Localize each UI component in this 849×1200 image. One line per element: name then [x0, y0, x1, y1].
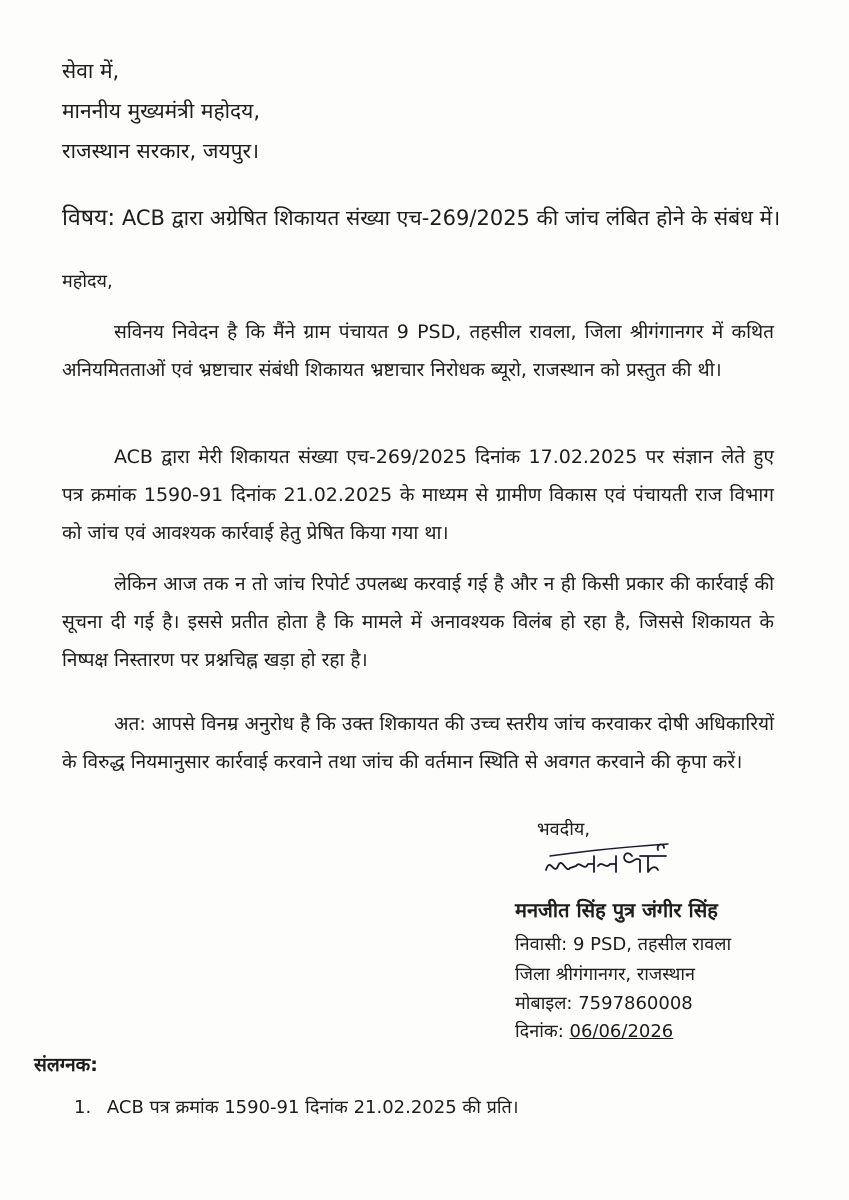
date-value: 06/06/2026 [569, 1021, 674, 1042]
enclosure-item [74, 1095, 519, 1119]
closing: भवदीय, [537, 819, 591, 840]
body-paragraph-4: अत: आपसे विनम्र अनुरोध है कि उक्त शिकायत की उच्च स्तरीय जांच करवाकर दोषी अधिकारियों के विरुद्ध नियमानुसार कार्रवाई करवाने तथा जांच की वर्तमान स्थिति से अवगत करवाने की कृपा करें। [62, 713, 774, 773]
subject-line [62, 200, 780, 232]
mobile-label: मोबाइल: [515, 993, 573, 1014]
enclosure-text: ACB पत्र क्रमांक 1590-91 दिनांक 21.02.2025 की प्रति। [106, 1097, 519, 1118]
handwritten-signature [540, 826, 690, 886]
enclosure-label: संलग्नक: [34, 1054, 98, 1076]
date-label: दिनांक: [515, 1021, 564, 1042]
letter-date [515, 1019, 673, 1043]
sender-address-line-1: निवासी: 9 PSD, तहसील रावला [515, 934, 732, 955]
subject-label: विषय: [62, 205, 116, 231]
sender-mobile [515, 991, 693, 1015]
recipient-line-1: सेवा में, [62, 59, 120, 83]
body-paragraph-1: सविनय निवेदन है कि मैंने ग्राम पंचायत 9 PSD, तहसील रावला, जिला श्रीगंगानगर में कथित अनियमितताओं एवं भ्रष्टाचार संबंधी शिकायत भ्रष्टाचार निरोधक ब्यूरो, राजस्थान को प्रस्तुत की थी। [62, 321, 774, 381]
enclosure-number: 1. [74, 1097, 92, 1118]
recipient-line-3: राजस्थान सरकार, जयपुर। [62, 139, 260, 163]
subject-text: ACB द्वारा अग्रेषित शिकायत संख्या एच-269/2025 की जांच लंबित होने के संबंध में। [121, 206, 781, 230]
recipient-line-2: माननीय मुख्यमंत्री महोदय, [62, 99, 261, 123]
sender-name: मनजीत सिंह पुत्र जंगीर सिंह [515, 898, 718, 922]
salutation: महोदय, [62, 271, 113, 292]
sender-address-line-2: जिला श्रीगंगानगर, राजस्थान [515, 964, 696, 985]
body-paragraph-2: ACB द्वारा मेरी शिकायत संख्या एच-269/2025 दिनांक 17.02.2025 पर संज्ञान लेते हुए पत्र क्रमांक 1590-91 दिनांक 21.02.2025 के माध्यम से ग्रामीण विकास एवं पंचायती राज विभाग को जांच एवं आवश्यक कार्रवाई हेतु प्रेषित किया गया था। [62, 446, 774, 544]
mobile-value: 7597860008 [578, 993, 693, 1014]
body-paragraph-3: लेकिन आज तक न तो जांच रिपोर्ट उपलब्ध करवाई गई है और न ही किसी प्रकार की कार्रवाई की सूचना दी गई है। इससे प्रतीत होता है कि मामले में अनावश्यक विलंब हो रहा है, जिससे शिकायत के निष्पक्ष निस्तारण पर प्रश्नचिह्न खड़ा हो रहा है। [62, 573, 774, 671]
